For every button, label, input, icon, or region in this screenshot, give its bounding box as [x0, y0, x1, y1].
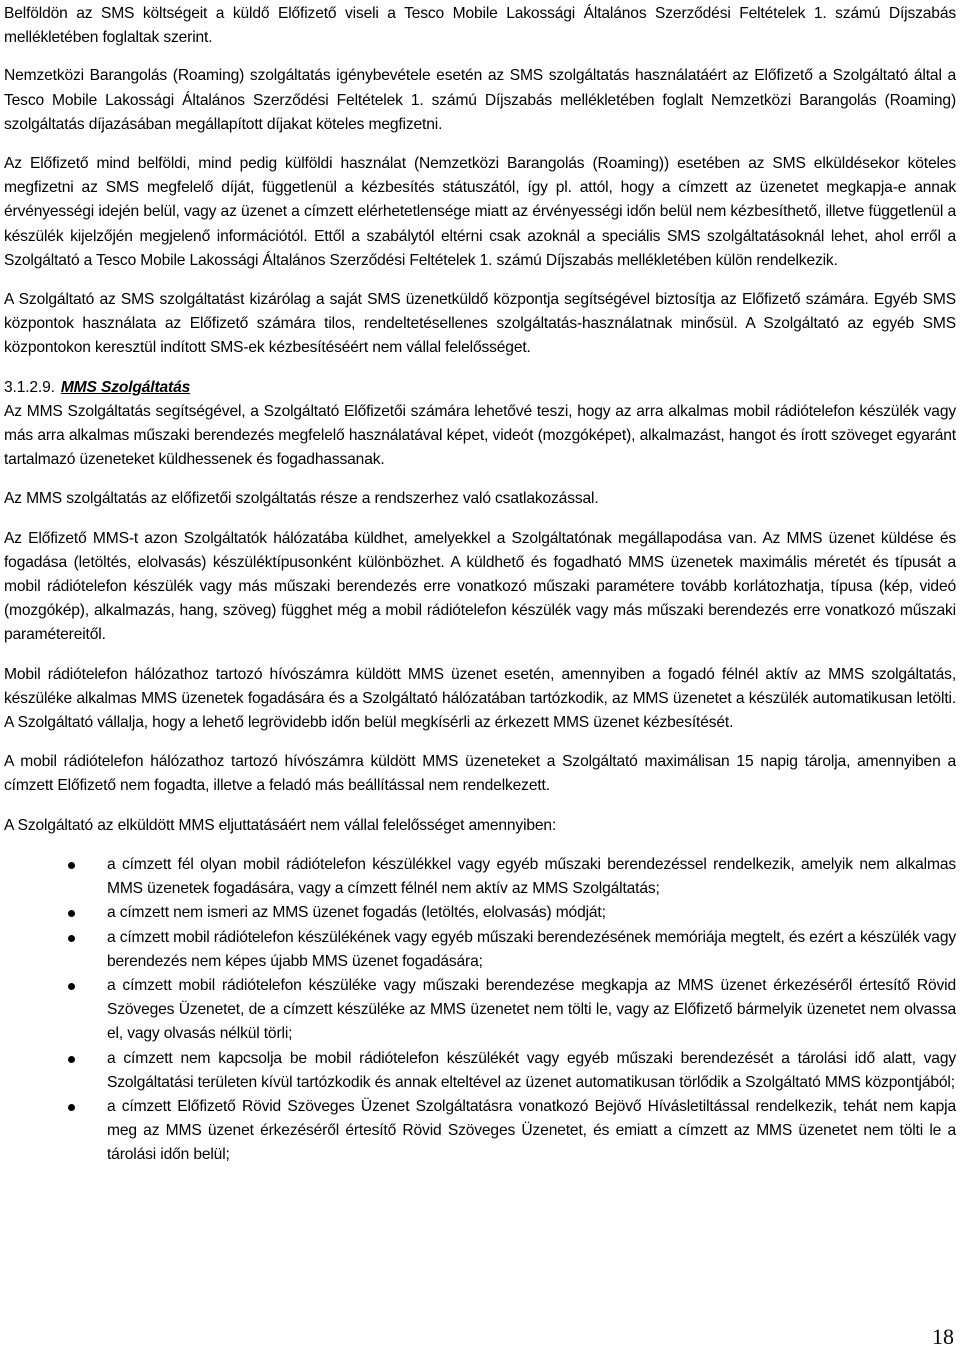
bullet-icon: [68, 910, 75, 917]
paragraph-roaming-cost: Nemzetközi Barangolás (Roaming) szolgáltatás igénybevétele esetén az SMS szolgáltatás használatáért az Előfizető a Szolgáltató által a Tesco Mobile Lakossági Általános Szerződési Feltételek 1. számú Díjszabás mellékletében foglalt Nemzetközi Barangolás (Roaming) szolgáltatás díjazásában megállapított díjakat köteles megfizetni.: [4, 67, 956, 133]
list-item: a címzett nem ismeri az MMS üzenet fogadás (letöltés, elolvasás) módját;: [4, 901, 956, 925]
page-number: 18: [932, 1324, 954, 1349]
list-item: a címzett mobil rádiótelefon készülékének vagy egyéb műszaki berendezésének memóriája megtelt, és ezért a készülék vagy berendezés nem képes újabb MMS üzenet fogadására;: [4, 926, 956, 974]
bullet-icon: [68, 935, 75, 942]
list-item: a címzett mobil rádiótelefon készüléke vagy műszaki berendezése megkapja az MMS üzenet érkezéséről értesítő Rövid Szöveges Üzenetet, de a címzett készüléke az MMS üzenetet nem tölti le, vagy az Előfizető bármelyik üzenetet nem olvassa el, vagy olvasás nélkül törli;: [4, 974, 956, 1047]
paragraph-mms-liability: A Szolgáltató az elküldött MMS eljuttatásáért nem vállal felelősséget amennyiben:: [4, 816, 557, 834]
bullet-icon: [68, 1104, 75, 1111]
list-item: a címzett nem kapcsolja be mobil rádiótelefon készülékét vagy egyéb műszaki berendezését a tárolási idő alatt, vagy Szolgáltatási területen kívül tartózkodik és annak elteltével az üzenet automatikusan törlődik a Szolgáltató MMS központjából;: [4, 1047, 956, 1095]
paragraph-mms-part: Az MMS szolgáltatás az előfizetői szolgáltatás része a rendszerhez való csatlakozással.: [4, 490, 599, 508]
document-page: [4, 2, 956, 1168]
bullet-icon: [68, 983, 75, 990]
liability-list: [4, 853, 956, 1168]
section-heading: [4, 376, 956, 400]
paragraph-mms-storage: A mobil rádiótelefon hálózathoz tartozó hívószámra küldött MMS üzeneteket a Szolgáltató maximálisan 15 napig tárolja, amennyiben a címzett Előfizető nem fogadta, illetve a feladó más beállítással nem rendelkezett.: [4, 753, 956, 795]
paragraph-domestic-cost: Belföldön az SMS költségeit a küldő Előfizető viseli a Tesco Mobile Lakossági Általános Szerződési Feltételek 1. számú Díjszabás mellékletében foglaltak szerint.: [4, 5, 956, 47]
paragraph-mms-intro: Az MMS Szolgáltatás segítségével, a Szolgáltató Előfizetői számára lehetővé teszi, hogy az arra alkalmas mobil rádiótelefon készülék vagy más arra alkalmas műszaki berendezés megfelelő használatával képet, videót (mozgóképet), alkalmazást, hangot és írott szöveget egyaránt tartalmazó üzeneteket küldhessenek és fogadhassanak.: [4, 402, 956, 469]
paragraph-mms-delivery: Mobil rádiótelefon hálózathoz tartozó hívószámra küldött MMS üzenet esetén, amennyiben a fogadó félnél aktív az MMS szolgáltatás, készüléke alkalmas MMS üzenetek fogadására és a Szolgáltató hálózatában tartózkodik, az MMS üzenetet a készülék automatikusan letölti. A Szolgáltató vállalja, hogy a lehető legrövidebb időn belül megkísérli az érkezett MMS üzenet kézbesítését.: [4, 665, 956, 732]
paragraph-payment-obligation: Az Előfizető mind belföldi, mind pedig külföldi használat (Nemzetközi Barangolás (Roaming)) esetében az SMS elküldésekor köteles megfizetni az SMS megfelelő díját, függetlenül a kézbesítés státuszától, így pl. attól, hogy a címzett az üzenetet megkapja-e annak érvényességi idején belül, vagy az üzenet a címzett elérhetetlensége miatt az érvényességi időn belül nem kézbesíthető, illetve függetlenül a készülék kijelzőjén megjelenő információtól. Ettől a szabálytól eltérni csak azoknál a speciális SMS szolgáltatásoknál lehet, ahol erről a Szolgáltató a Tesco Mobile Lakossági Általános Szerződési Feltételek 1. számú Díjszabás mellékletében külön rendelkezik.: [4, 155, 956, 269]
section-number: 3.1.2.9.: [4, 378, 55, 396]
bullet-icon: [68, 862, 75, 869]
paragraph-sms-center: A Szolgáltató az SMS szolgáltatást kizárólag a saját SMS üzenetküldő központja segítségével biztosítja az Előfizető számára. Egyéb SMS központok használata az Előfizető számára tilos, rendeltetésellenes szolgáltatás-használatnak minősül. A Szolgáltató az egyéb SMS központokon keresztül indított SMS-ek kézbesítéséért nem vállal felelősséget.: [4, 291, 956, 357]
section-title: MMS Szolgáltatás: [60, 378, 191, 396]
paragraph-mms-network: Az Előfizető MMS-t azon Szolgáltatók hálózatába küldhet, amelyekkel a Szolgáltatónak megállapodása van. Az MMS üzenet küldése és fogadása (letöltés, elolvasás) készüléktípusonként különbözhet. A küldhető és fogadható MMS üzenetek maximális méretét és típusát a mobil rádiótelefon készülék vagy más műszaki berendezés erre vonatkozó műszaki paramétere tovább korlátozhatja, típusa (kép, videó (mozgókép), alkalmazás, hang, szöveg) függhet még a mobil rádiótelefon készülék vagy más műszaki berendezés erre vonatkozó műszaki paramétereitől.: [4, 529, 956, 644]
list-item: a címzett Előfizető Rövid Szöveges Üzenet Szolgáltatásra vonatkozó Bejövő Hívásletiltással rendelkezik, tehát nem kapja meg az MMS üzenet érkezéséről értesítő Rövid Szöveges Üzenetet, és emiatt a címzett az MMS üzenetet nem tölti le a tárolási időn belül;: [4, 1095, 956, 1168]
bullet-icon: [68, 1056, 75, 1063]
list-item: a címzett fél olyan mobil rádiótelefon készülékkel vagy egyéb műszaki berendezéssel rendelkezik, amelyik nem alkalmas MMS üzenetek fogadására, vagy a címzett félnél nem aktív az MMS Szolgáltatás;: [4, 853, 956, 901]
